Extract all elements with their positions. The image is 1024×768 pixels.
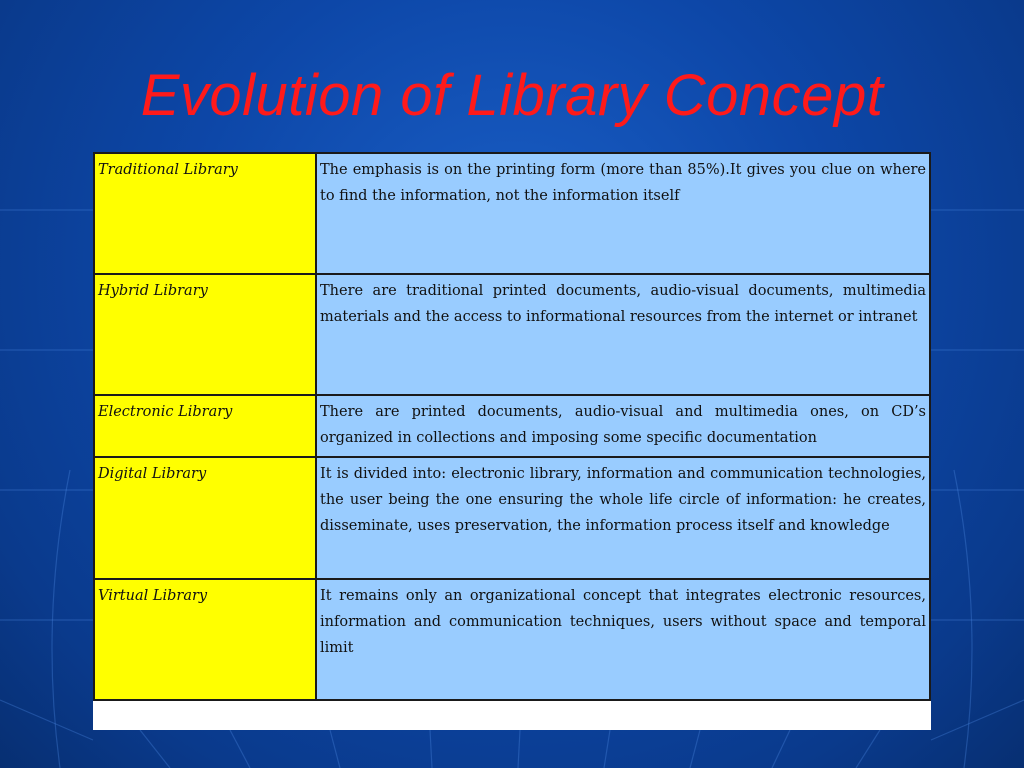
table-row bbox=[94, 395, 930, 457]
table-row bbox=[94, 274, 930, 395]
library-type-cell: Traditional Library bbox=[94, 153, 316, 274]
library-type-cell: Virtual Library bbox=[94, 579, 316, 700]
library-table bbox=[93, 152, 931, 701]
library-description-cell: It remains only an organizational concept that integrates electronic resources, information and communication techniques, users without space and temporal limit bbox=[316, 579, 930, 700]
library-evolution-table bbox=[93, 152, 931, 730]
library-description-cell: There are traditional printed documents, audio-visual documents, multimedia materials and the access to informational resources from the internet or intranet bbox=[316, 274, 930, 395]
library-type-cell: Hybrid Library bbox=[94, 274, 316, 395]
library-type-cell: Digital Library bbox=[94, 457, 316, 579]
library-type-cell: Electronic Library bbox=[94, 395, 316, 457]
page-title: Evolution of Library Concept bbox=[140, 63, 884, 128]
table-row bbox=[94, 153, 930, 274]
library-description-cell: There are printed documents, audio-visual and multimedia ones, on CD’s organized in collections and imposing some specific documentation bbox=[316, 395, 930, 457]
library-description-cell: It is divided into: electronic library, information and communication technologies, the user being the one ensuring the whole life circle of information: he creates, disseminate, uses preservation, the information process itself and knowledge bbox=[316, 457, 930, 579]
library-description-cell: The emphasis is on the printing form (more than 85%).It gives you clue on where to find the information, not the information itself bbox=[316, 153, 930, 274]
table-row bbox=[94, 579, 930, 700]
table-row bbox=[94, 457, 930, 579]
